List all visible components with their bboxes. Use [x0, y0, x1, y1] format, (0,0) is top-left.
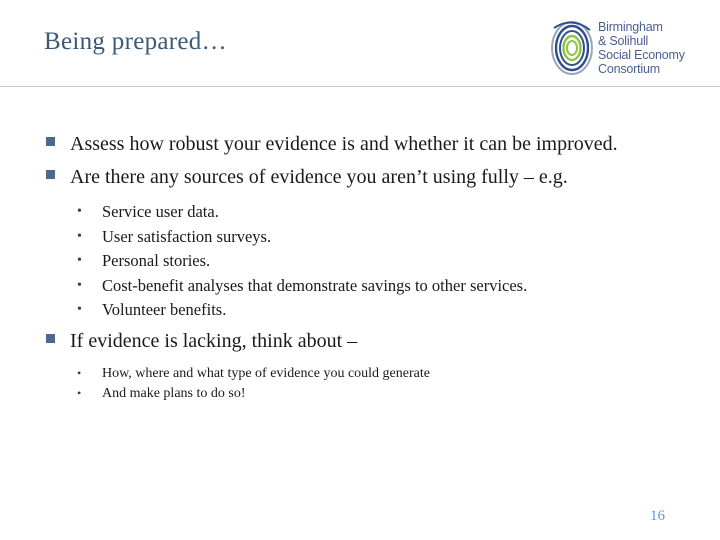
logo-line: Consortium: [598, 62, 660, 76]
consortium-logo: [548, 16, 698, 78]
sub-list-item: [77, 274, 684, 299]
bullet-list: [44, 132, 684, 404]
dot-bullet-icon: •: [77, 302, 82, 317]
dot-bullet-icon: •: [77, 253, 82, 268]
square-bullet-icon: [46, 170, 55, 179]
sub-list: [77, 364, 684, 404]
slide-title: Being prepared…: [44, 28, 227, 55]
sub-list-item: [77, 249, 684, 274]
page-number: 16: [650, 508, 665, 524]
list-item-text: Are there any sources of evidence you aren’t using fully – e.g.: [70, 166, 568, 188]
dot-bullet-icon: •: [77, 228, 82, 244]
swirl-logo-icon: [548, 18, 596, 76]
dot-bullet-icon: •: [77, 277, 82, 293]
list-item: [44, 165, 684, 190]
logo-text: [598, 20, 685, 76]
sub-list-item: [77, 384, 684, 404]
sub-list-item-text: Personal stories.: [102, 251, 211, 270]
list-item: [44, 132, 684, 157]
list-item: [44, 329, 684, 354]
list-item-text: Assess how robust your evidence is and whether it can be improved.: [70, 133, 618, 155]
title-divider: [0, 86, 720, 87]
sub-list-item: [77, 298, 684, 323]
dot-bullet-icon: •: [77, 204, 82, 219]
square-bullet-icon: [46, 334, 55, 343]
sub-list-item-text: How, where and what type of evidence you could generate: [102, 365, 430, 381]
sub-list-item-text: Service user data.: [102, 202, 219, 221]
sub-list-item: [77, 364, 684, 384]
dot-bullet-icon: •: [77, 365, 82, 380]
sub-list-item-text: And make plans to do so!: [102, 385, 246, 401]
square-bullet-icon: [46, 137, 55, 146]
sub-list-item-text: Cost-benefit analyses that demonstrate savings to other services.: [102, 275, 528, 295]
sub-list-item: [77, 225, 684, 250]
logo-line: Social Economy: [598, 48, 685, 62]
sub-list-item-text: User satisfaction surveys.: [102, 226, 272, 246]
sub-list: [77, 200, 684, 323]
logo-line: & Solihull: [598, 34, 649, 48]
sub-list-item: [77, 200, 684, 225]
list-item-text: If evidence is lacking, think about –: [70, 329, 358, 352]
sub-list-item-text: Volunteer benefits.: [102, 300, 227, 319]
logo-line: Birmingham: [598, 20, 663, 34]
dot-bullet-icon: •: [77, 385, 82, 400]
